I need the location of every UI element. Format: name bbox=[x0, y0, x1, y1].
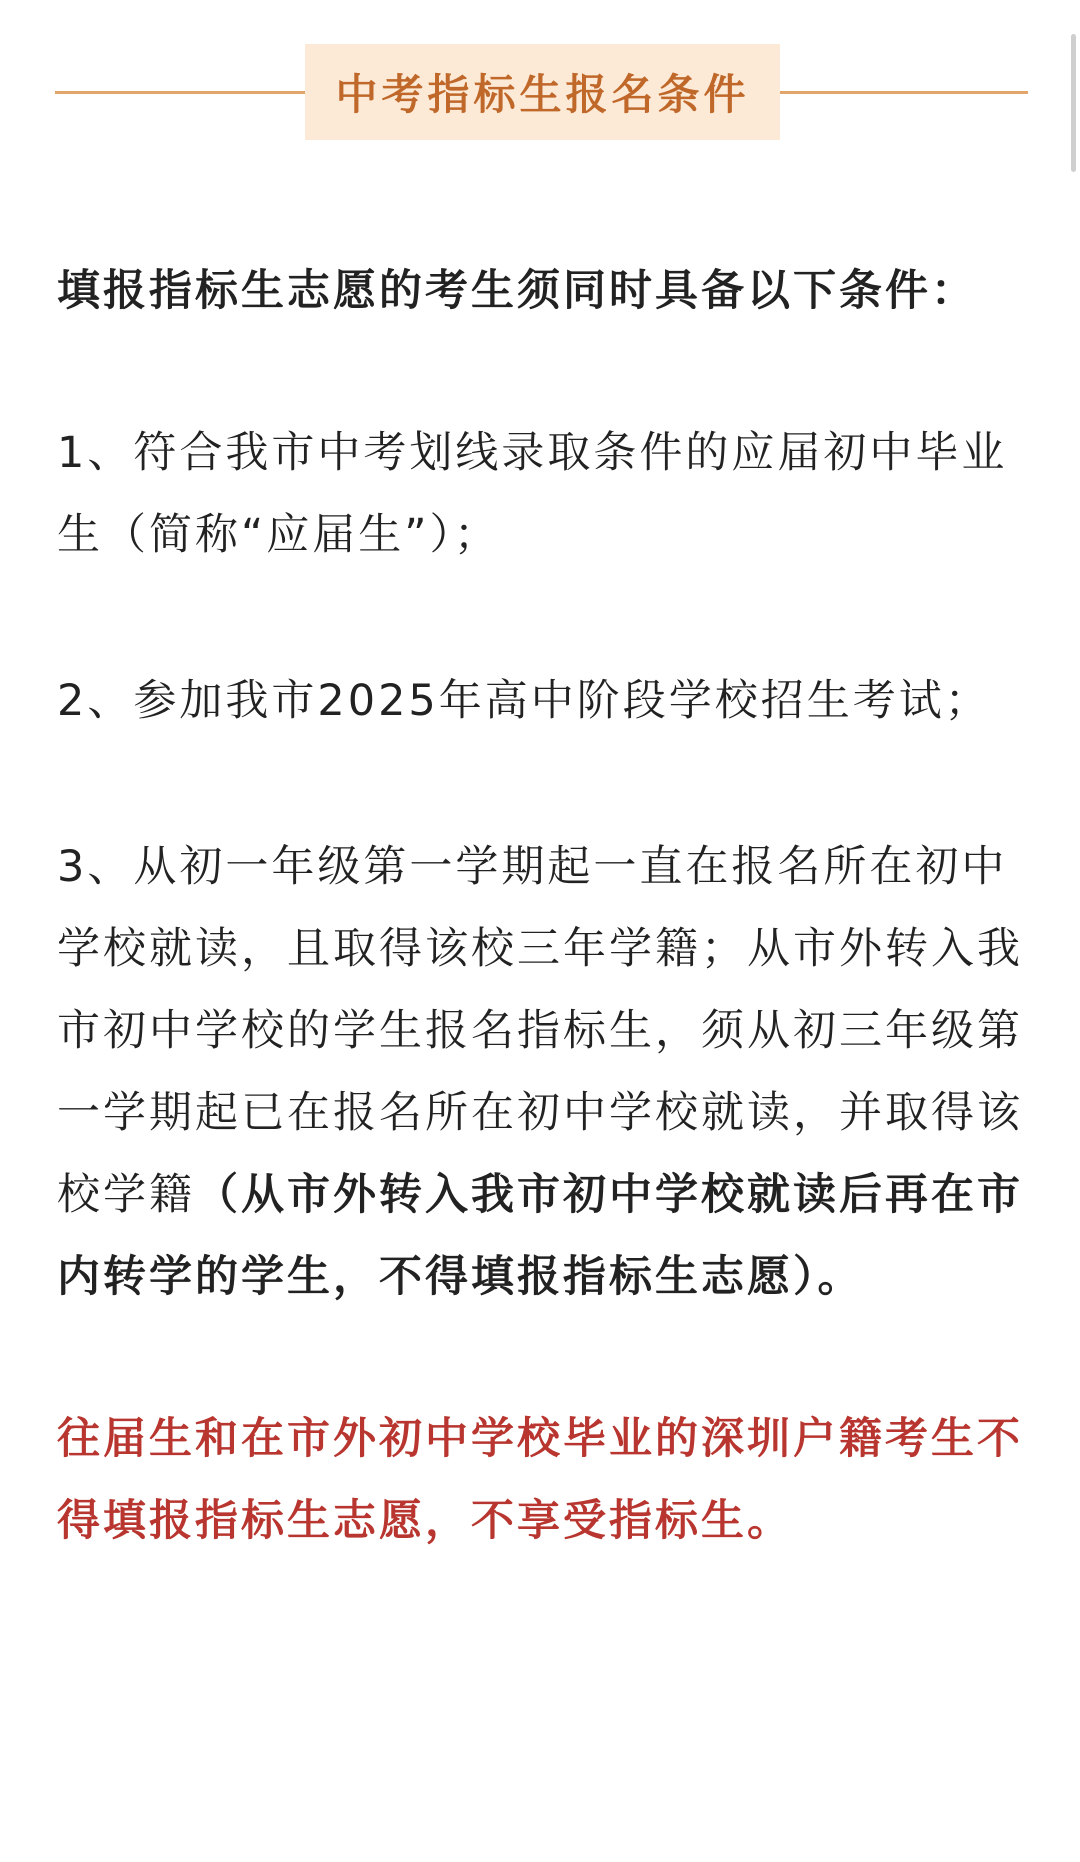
condition-item-3-bold-text: （从市外转入我市初中学校就读后再在市内转学的学生，不得填报指标生志愿）。 bbox=[57, 1170, 1023, 1302]
article-body bbox=[57, 250, 1025, 1562]
condition-item-3-text: 3、从初一年级第一学期起一直在报名所在初中学校就读，且取得该校三年学籍；从市外转入我市初中学校的学生报名指标生，须从初三年级第一学期起已在报名所在初中学校就读，并取得该校学籍 bbox=[57, 842, 1023, 1220]
header-divider-left bbox=[55, 91, 305, 94]
scrollbar[interactable] bbox=[1071, 34, 1076, 172]
header-divider-right bbox=[780, 91, 1028, 94]
restriction-note: 往届生和在市外初中学校毕业的深圳户籍考生不得填报指标生志愿，不享受指标生。 bbox=[57, 1414, 1023, 1546]
section-header bbox=[0, 0, 1080, 180]
header-title-box bbox=[305, 44, 780, 140]
condition-item-1: 1、符合我市中考划线录取条件的应届初中毕业生（简称“应届生”）； bbox=[57, 428, 1008, 560]
condition-item-3 bbox=[57, 826, 1025, 1318]
intro-paragraph: 填报指标生志愿的考生须同时具备以下条件： bbox=[57, 266, 977, 316]
page-title: 中考指标生报名条件 bbox=[335, 70, 750, 119]
condition-item-2: 2、参加我市2025年高中阶段学校招生考试； bbox=[57, 676, 991, 726]
